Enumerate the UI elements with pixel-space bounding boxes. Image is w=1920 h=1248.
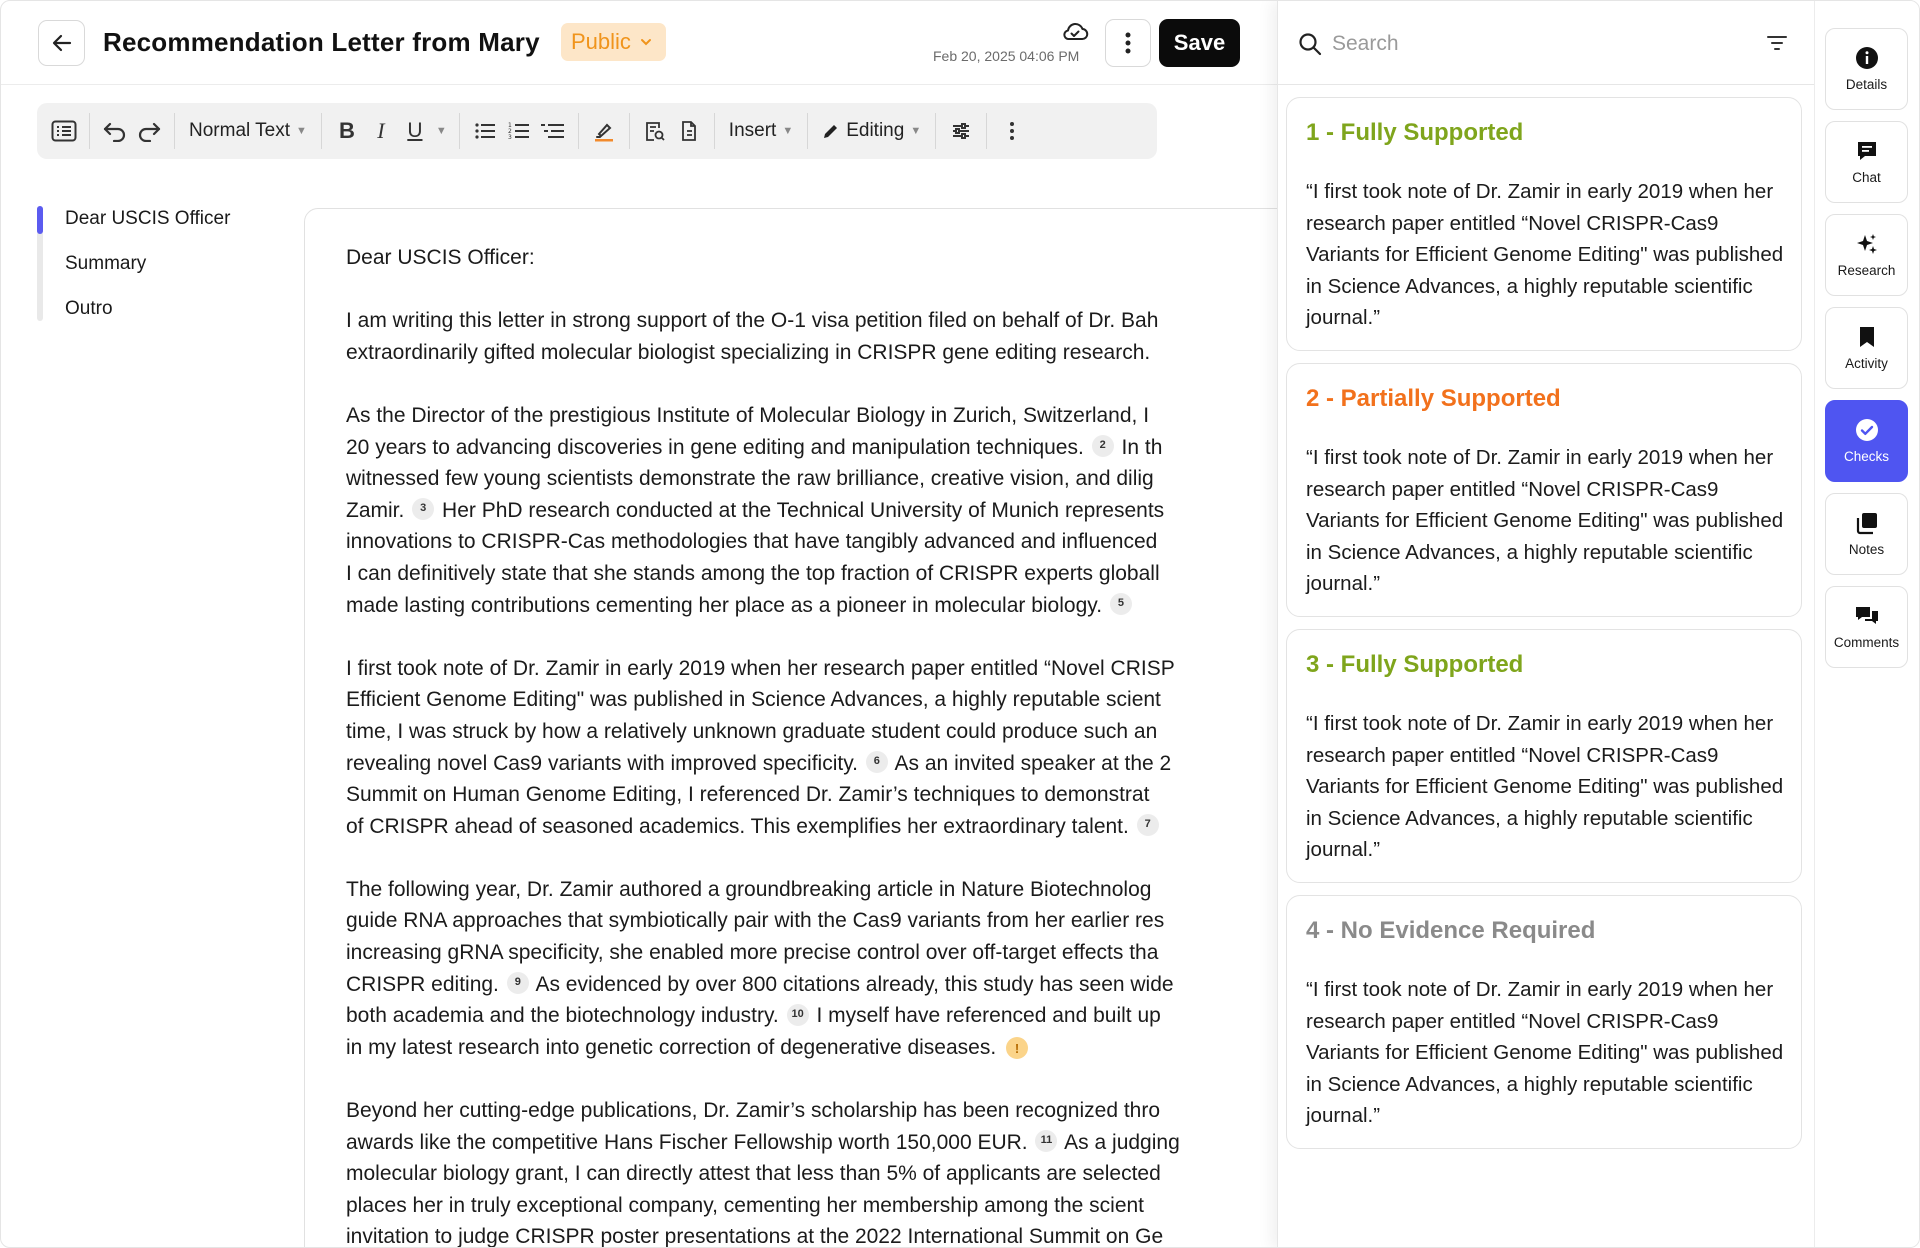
pencil-icon <box>822 122 840 140</box>
adjustments-button[interactable] <box>944 111 978 151</box>
document-title[interactable]: Recommendation Letter from Mary <box>103 27 540 57</box>
more-options-button[interactable] <box>1105 19 1151 67</box>
checks-panel <box>1277 1 1814 1248</box>
citation-badge[interactable]: 2 <box>1092 435 1114 457</box>
bold-button[interactable] <box>330 111 364 151</box>
undo-button[interactable] <box>98 111 132 151</box>
last-saved-timestamp: Feb 20, 2025 04:06 PM <box>933 48 1080 64</box>
rail-label: Chat <box>1852 170 1881 185</box>
toolbar-divider <box>321 113 322 149</box>
rail-button-comments[interactable] <box>1825 586 1908 668</box>
chevron-down-icon[interactable]: ▼ <box>435 125 447 137</box>
underline-button[interactable] <box>398 111 432 151</box>
rail-button-research[interactable] <box>1825 214 1908 296</box>
editing-mode-dropdown[interactable] <box>816 120 927 142</box>
chevron-down-icon: ▼ <box>296 125 307 137</box>
insert-label: Insert <box>728 120 777 141</box>
check-quote: “I first took note of Dr. Zamir in early 2019 when her research paper entitled “Novel CRISPR-Cas9 Variants for Efficient Genome Editing" was published in Science Advances, a highly reputable scientific journal.” <box>1306 180 1784 330</box>
chevron-down-icon <box>639 35 653 49</box>
check-circle-icon <box>1855 418 1879 442</box>
visibility-label: Public <box>571 29 631 54</box>
italic-button[interactable] <box>364 111 398 151</box>
sparkle-icon <box>1855 232 1879 256</box>
rail-button-activity[interactable] <box>1825 307 1908 389</box>
svg-text:1: 1 <box>507 122 512 129</box>
toolbar-divider <box>459 113 460 149</box>
document-icon <box>679 120 699 142</box>
outline-active-indicator <box>37 206 43 234</box>
rail-label: Comments <box>1833 635 1900 650</box>
more-vertical-icon <box>1009 121 1015 141</box>
bullet-list-button[interactable] <box>468 111 502 151</box>
indent-icon <box>541 121 565 141</box>
info-icon <box>1855 46 1879 70</box>
formatting-toolbar <box>37 103 1157 159</box>
check-quote: “I first took note of Dr. Zamir in early 2019 when her research paper entitled “Novel CRISPR-Cas9 Variants for Efficient Genome Editing" was published in Science Advances, a highly reputable scientific journal.” <box>1306 446 1784 596</box>
check-status-title: 3 - Fully Supported <box>1306 651 1524 678</box>
numbered-list-icon <box>508 121 530 141</box>
highlighter-icon <box>593 120 615 142</box>
highlight-button[interactable] <box>587 111 621 151</box>
check-card[interactable] <box>1286 97 1802 351</box>
rail-button-notes[interactable] <box>1825 493 1908 575</box>
notes-icon <box>1855 511 1879 535</box>
outline-item-dear-uscis-officer[interactable]: Dear USCIS Officer <box>65 208 231 229</box>
editing-mode-label: Editing <box>846 120 905 141</box>
citation-badge[interactable]: 5 <box>1110 593 1132 615</box>
toolbar-divider <box>174 113 175 149</box>
warning-icon[interactable]: ! <box>1006 1037 1028 1059</box>
document-info-button[interactable] <box>672 111 706 151</box>
check-quote: “I first took note of Dr. Zamir in early 2019 when her research paper entitled “Novel CRISPR-Cas9 Variants for Efficient Genome Editing" was published in Science Advances, a highly reputable scientific journal.” <box>1306 978 1784 1128</box>
save-button[interactable]: Save <box>1159 19 1240 67</box>
bullet-list-icon <box>474 121 496 141</box>
undo-icon <box>102 120 128 142</box>
paragraph-4: The following year, Dr. Zamir authored a groundbreaking article in Nature Biotechnolog guide RNA approaches that symbiotically pair with the Cas9 variants from her earlier res increasing gRNA specificity, she enabled more precise control over off-target effects tha CRISPR editing. 9 As evidenced by over 800 citations already, this study has seen wide both academia and the biotechnology industry. 10 I myself have referenced and built up in my latest research into genetic correction of degenerative diseases. ! <box>346 877 1174 1059</box>
comments-icon <box>1854 604 1880 628</box>
check-quote: “I first took note of Dr. Zamir in early 2019 when her research paper entitled “Novel CRISPR-Cas9 Variants for Efficient Genome Editing" was published in Science Advances, a highly reputable scientific journal.” <box>1306 712 1784 862</box>
italic-icon: I <box>377 118 385 143</box>
citation-badge[interactable]: 10 <box>787 1004 809 1026</box>
filter-icon[interactable] <box>1766 34 1788 52</box>
more-vertical-icon <box>1125 31 1131 55</box>
paragraph-3: I first took note of Dr. Zamir in early 2019 when her research paper entitled “Novel CRISP Efficient Genome Editing" was published in Science Advances, a highly reputable scient time, I was struck by how a relatively unknown graduate student could produce such an revealing novel Cas9 variants with improved specificity. 6 As an invited speaker at the 2 Summit on Human Genome Editing, I referenced Dr. Zamir’s techniques to demonstrat of CRISPR ahead of seasoned academics. This exemplifies her extraordinary talent. 7 <box>346 656 1175 838</box>
toolbar-divider <box>714 113 715 149</box>
search-input[interactable] <box>1332 25 1732 63</box>
text-style-label: Normal Text <box>189 120 291 141</box>
document-editor[interactable] <box>304 208 1294 1248</box>
right-sidebar <box>1814 1 1920 1248</box>
paragraph-greeting: Dear USCIS Officer: <box>346 246 535 269</box>
indent-list-button[interactable] <box>536 111 570 151</box>
document-search-icon <box>644 120 666 142</box>
check-status-title: 2 - Partially Supported <box>1306 385 1561 412</box>
insert-dropdown[interactable] <box>723 120 799 142</box>
check-card[interactable] <box>1286 363 1802 617</box>
citation-badge[interactable]: 7 <box>1137 814 1159 836</box>
redo-icon <box>136 120 162 142</box>
numbered-list-button[interactable] <box>502 111 536 151</box>
toolbar-divider <box>807 113 808 149</box>
toolbar-divider <box>578 113 579 149</box>
search-icon <box>1298 32 1322 56</box>
rail-label: Notes <box>1848 542 1885 557</box>
rail-label: Research <box>1837 263 1896 278</box>
rail-label: Activity <box>1845 356 1888 371</box>
check-card[interactable] <box>1286 895 1802 1149</box>
chat-icon <box>1855 139 1879 163</box>
citation-badge[interactable]: 11 <box>1035 1130 1057 1152</box>
document-header <box>1 1 1277 85</box>
checks-search-bar <box>1278 1 1815 85</box>
arrow-left-icon <box>50 31 74 55</box>
bold-icon: B <box>338 118 355 143</box>
chevron-down-icon: ▼ <box>782 125 794 137</box>
chevron-down-icon: ▼ <box>910 125 922 137</box>
list-view-icon <box>51 120 77 142</box>
citation-badge[interactable]: 6 <box>866 751 888 773</box>
rail-label: Details <box>1845 77 1888 92</box>
visibility-dropdown[interactable] <box>561 23 666 61</box>
toolbar-divider <box>986 113 987 149</box>
citation-badge[interactable]: 9 <box>507 972 529 994</box>
rail-label: Checks <box>1843 449 1889 464</box>
svg-text:3: 3 <box>507 134 512 141</box>
citation-badge[interactable]: 3 <box>412 498 434 520</box>
svg-text:2: 2 <box>507 128 512 135</box>
paragraph-2: As the Director of the prestigious Institute of Molecular Biology in Zurich, Switzerland, I 20 years to advancing discoveries in gene editing and manipulation techniques. 2 In th witnessed few young scientists demonstrate the raw brilliance, creative vision, and dilig Zamir. 3 Her PhD research conducted at the Technical University of Munich represents innovations to CRISPR-Cas methodologies that have tangibly advanced and influenced I can definitively state that she stands among the top fraction of CRISPR experts globall made lasting contributions cementing her place as a pioneer in molecular biology. 5 <box>346 403 1165 617</box>
outline-item-outro[interactable]: Outro <box>65 298 113 319</box>
sliders-icon <box>951 121 971 141</box>
toolbar-divider <box>935 113 936 149</box>
bookmark-icon <box>1857 325 1877 349</box>
toolbar-divider <box>629 113 630 149</box>
document-body[interactable] <box>346 242 1294 1248</box>
rail-button-chat[interactable] <box>1825 121 1908 203</box>
paragraph-1: I am writing this letter in strong support of the O-1 visa petition filed on behalf of Dr. Bah extraordinarily gifted molecular biologist specializing in CRISPR gene editing research. <box>346 309 1159 364</box>
outline-toggle-button[interactable] <box>47 111 81 151</box>
toolbar-more-button[interactable] <box>995 111 1029 151</box>
redo-button[interactable] <box>132 111 166 151</box>
outline-item-summary[interactable]: Summary <box>65 253 147 274</box>
back-button[interactable] <box>38 20 85 66</box>
toolbar-divider <box>89 113 90 149</box>
check-status-title: 4 - No Evidence Required <box>1306 917 1596 944</box>
text-style-dropdown[interactable] <box>183 120 313 142</box>
cloud-saved-icon <box>1061 21 1089 48</box>
rail-button-checks[interactable] <box>1825 400 1908 482</box>
check-card[interactable] <box>1286 629 1802 883</box>
rail-button-details[interactable] <box>1825 28 1908 110</box>
paragraph-5: Beyond her cutting-edge publications, Dr. Zamir’s scholarship has been recognized thro awards like the competitive Hans Fischer Fellowship worth 150,000 EUR. 11 As a judging molecular biology grant, I can directly attest that less than 5% of applicants are selected places her in truly exceptional company, cementing her membership among the scient invitation to judge CRISPR poster presentations at the 2022 International Summit on Ge <box>346 1099 1180 1248</box>
check-status-title: 1 - Fully Supported <box>1306 119 1524 146</box>
find-in-document-button[interactable] <box>638 111 672 151</box>
underline-icon: U <box>407 119 423 142</box>
